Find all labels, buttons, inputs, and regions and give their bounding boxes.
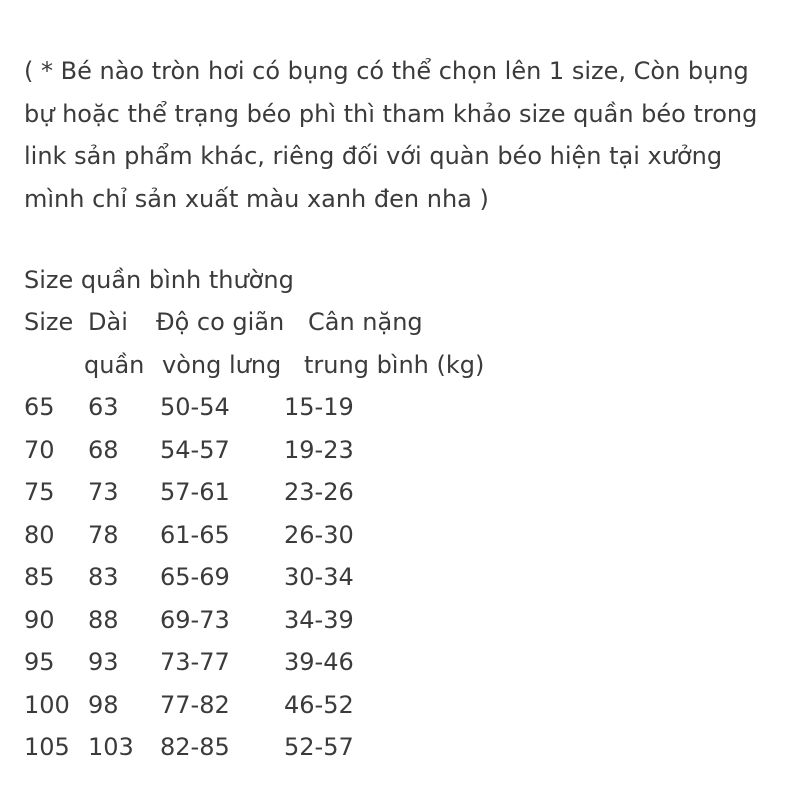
cell-weight: 30-34: [284, 563, 354, 591]
cell-weight: 15-19: [284, 393, 354, 421]
cell-length: 68: [88, 435, 119, 464]
size-table-title: Size quần bình thường: [24, 266, 294, 294]
cell-weight: 46-52: [284, 690, 354, 719]
cell-length: 98: [88, 690, 119, 719]
cell-size: 100: [24, 690, 70, 719]
cell-size: 70: [24, 435, 55, 464]
cell-size: 95: [24, 648, 55, 676]
cell-size: 105: [24, 733, 70, 761]
cell-waist: 69-73: [160, 605, 230, 634]
cell-size: 65: [24, 393, 55, 421]
cell-weight: 34-39: [284, 605, 354, 634]
note-line: link sản phẩm khác, riêng đối với quàn béo hiện tại xưởng: [24, 142, 723, 170]
header-weight-cont: trung bình (kg): [304, 350, 485, 379]
header-waist-stretch: Độ co giãn: [156, 308, 285, 336]
cell-length: 78: [88, 520, 119, 549]
note-paragraph: [24, 50, 784, 220]
cell-length: 93: [88, 648, 119, 676]
cell-length: 63: [88, 393, 119, 421]
note-line: ( * Bé nào tròn hơi có bụng có thể chọn lên 1 size, Còn bụng: [24, 57, 749, 85]
cell-size: 75: [24, 478, 55, 506]
cell-weight: 39-46: [284, 648, 354, 676]
cell-size: 90: [24, 605, 55, 634]
cell-weight: 52-57: [284, 733, 354, 761]
cell-size: 85: [24, 563, 55, 591]
cell-length: 88: [88, 605, 119, 634]
cell-waist: 50-54: [160, 393, 230, 421]
cell-waist: 73-77: [160, 648, 230, 676]
header-weight: Cân nặng: [308, 308, 423, 336]
cell-waist: 57-61: [160, 478, 230, 506]
note-line: mình chỉ sản xuất màu xanh đen nha ): [24, 184, 489, 213]
cell-length: 83: [88, 563, 119, 591]
header-length: Dài: [88, 308, 128, 336]
cell-size: 80: [24, 520, 55, 549]
cell-waist: 54-57: [160, 435, 230, 464]
cell-waist: 65-69: [160, 563, 230, 591]
cell-weight: 23-26: [284, 478, 354, 506]
cell-waist: 61-65: [160, 520, 230, 549]
cell-waist: 82-85: [160, 733, 230, 761]
header-waist-stretch-cont: vòng lưng: [162, 350, 282, 379]
cell-weight: 19-23: [284, 435, 354, 464]
cell-length: 73: [88, 478, 119, 506]
cell-length: 103: [88, 733, 134, 761]
note-line: bự hoặc thể trạng béo phì thì tham khảo size quần béo trong: [24, 99, 758, 128]
cell-waist: 77-82: [160, 690, 230, 719]
cell-weight: 26-30: [284, 520, 354, 549]
header-length-cont: quần: [84, 350, 145, 379]
header-size: Size: [24, 308, 74, 336]
